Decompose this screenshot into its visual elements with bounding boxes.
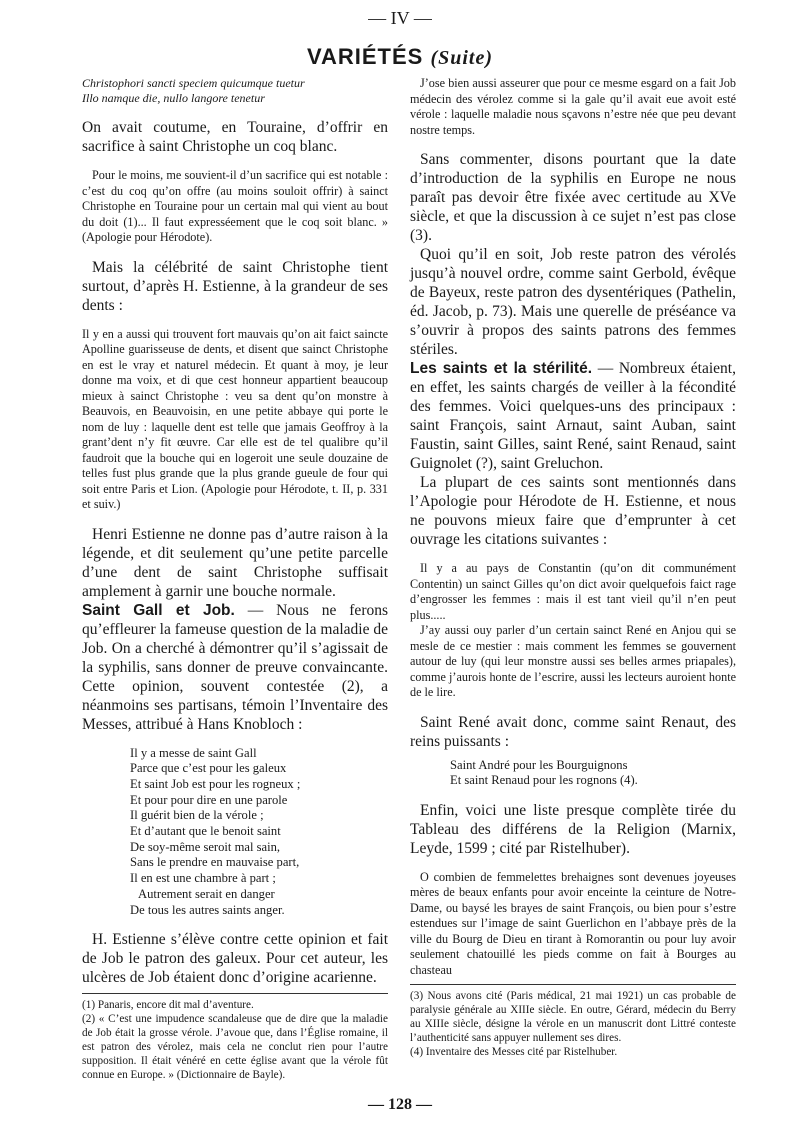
verse-line: De soy-même seroit mal sain, — [130, 839, 281, 854]
verse — [130, 746, 388, 919]
epigraph-line: Christophori sancti speciem quicumque tuetur — [82, 76, 305, 90]
page-roman-numeral: — IV — — [368, 8, 432, 28]
footnote: (1) Panaris, encore dit mal d’aventure. — [82, 999, 254, 1012]
paragraph: Enfin, voici une liste presque complète tirée du Tableau des différens de la Religion (Marnix, Leyde, 1599 ; cité par Ristelhuber). — [410, 801, 736, 857]
couplet — [450, 758, 736, 789]
section-paragraph — [410, 359, 736, 473]
quotation: J’ay aussi ouy parler d’un certain sainct René en Anjou qui se mesle de ce mestier : mais comment les femmes se gouvernent autour de luy (qui leur monstre aussi ses belles armes priapales), comme j’aurois honte de l’escrire, aussi les lecteurs auroient honte de le lire. — [410, 623, 736, 699]
paragraph: La plupart de ces saints sont mentionnés dans l’Apologie pour Hérodote de H. Estienne, et nous ne pouvons mieux faire que d’emprunter à cet ouvrage les citations suivantes : — [410, 474, 736, 548]
paragraph: Saint René avait donc, comme saint Renaut, des reins puissants : — [410, 713, 736, 750]
verse-line: Et saint Renaud pour les rognons (4). — [450, 773, 638, 788]
paragraph: Quoi qu’il en soit, Job reste patron des vérolés jusqu’à nouvel ordre, comme saint Gerbold, évêque de Bayeux, reste patron des dysentériques (Pathelin, éd. Jacob, p. 73). Mais une querelle de préséance va s’ouvrir à propos des saints patrons des femmes stériles. — [410, 246, 736, 358]
title-suffix: (Suite) — [430, 47, 494, 69]
footnote: (3) Nous avons cité (Paris médical, 21 mai 1921) un cas probable de paralysie générale au XIIIe siècle. En outre, Gérard, médecin du Berry au XIIIe siècle, désigne la vérole en un manuscrit dont Littré conteste l’authenticité sans appuyer nullement ses dires. — [410, 990, 736, 1045]
quotation: O combien de femmelettes brehaignes sont devenues joyeuses mères de beaux enfants pour avoir enceinte la ceinture de Notre-Dame, ou baysé les brayes de saint François, ou bien pour s’estre estendues sur l’image de saint Guerlichon en l’abbaye près de la ville du Bourg de Dieu en tirant à Romorantin ou pour luy avoir seulement chatouillé les pieds comme on fait à Bourges au chasteau — [410, 869, 736, 977]
verse-line: Il en est une chambre à part ; — [130, 871, 276, 886]
section-heading: Saint Gall et Job. — [82, 601, 235, 619]
page-title — [0, 44, 800, 70]
paragraph: Mais la célébrité de saint Christophe tient surtout, d’après H. Estienne, à la grandeur de ses dents : — [82, 258, 388, 314]
page-number: — 128 — — [368, 1096, 432, 1113]
paragraph: On avait coutume, en Touraine, d’offrir en sacrifice à saint Christophe un coq blanc. — [82, 119, 388, 155]
verse-line: Il y a messe de saint Gall — [130, 745, 257, 760]
verse-line: Autrement serait en danger — [138, 886, 275, 901]
quotation: Pour le moins, me souvient-il d’un sacrifice qui est notable : c’est du coq qu’on offre (au moins souloit offrir) à sainct Christophe en Touraine pour un certain mal qui vient au bout du doit (1)... Il faut expresséement que le coq soit blanc. » (Apologie pour Hérodote). — [82, 168, 388, 244]
footnote: (4) Inventaire des Messes cité par Ristelhuber. — [410, 1046, 618, 1059]
verse-line: Il guérit bien de la vérole ; — [130, 808, 264, 823]
paragraph: H. Estienne s’élève contre cette opinion et fait de Job le patron des galeux. Pour cet auteur, les ulcères de Job étaient donc d’origine acarienne. — [82, 931, 388, 987]
verse-line: Et pour pour dire en une parole — [130, 792, 288, 807]
verse-line: De tous les autres saints anger. — [130, 902, 285, 917]
verse-line: Sans le prendre en mauvaise part, — [130, 855, 300, 870]
verse-line: Saint André pour les Bourguignons — [450, 757, 628, 772]
section-paragraph — [82, 601, 388, 734]
quotation: Il y en a aussi qui trouvent fort mauvais qu’on ait faict saincte Apolline guarisseuse de dents, et disent que sainct Christophe en est le vray et naturel médecin. Et quant à moy, je leur donne ma voix, et di que cest honneur appartient beaucoup mieux à sainct Christophe : veu sa dent qu’on monstre à Beauvois, en Beauvoisin, en une petite abbaye qui porte le nom de luy : laquelle dent est telle que jamais Geoffroy à la grant’dent n’y fit œuvre. Car elle est de tel qualibre qu’il faudroit que la bouche qui en logeroit une seule douzaine de telles fust plus grande que la plus grande gueule de four qui soit entre Paris et Lion. (Apologie pour Hérodote, t. II, p. 331 et suiv.) — [82, 326, 388, 511]
verse-line: Et d’autant que le benoit saint — [130, 824, 281, 839]
epigraph-line: Illo namque die, nullo langore tenetur — [82, 91, 265, 105]
right-column — [410, 76, 736, 1059]
paragraph: Sans commenter, disons pourtant que la date d’introduction de la syphilis en Europe ne nous paraît pas devoir être fixée avec certitude au XVe siècle, et que la discussion à ce sujet n’est pas close (3). — [410, 151, 736, 244]
epigraph — [82, 76, 388, 106]
footnote-rule — [410, 984, 736, 985]
section-heading: Les saints et la stérilité. — [410, 360, 593, 377]
left-column — [82, 76, 388, 1082]
verse-line: Et saint Job est pour les rogneux ; — [130, 776, 301, 791]
section-text: — Nous ne ferons qu’effleurer la fameuse question de la maladie de Job. On a cherché à démontrer qu’il s’agissait de la syphilis, sans donner de preuve convaincante. Cette opinion, souvent contestée (2), a néanmoins ses partisans, témoin l’Inventaire des Messes, attribué à Hans Knobloch : — [82, 601, 389, 733]
quotation: Il y a au pays de Constantin (qu’on dit communément Contentin) un sainct Gilles qu’on dict avoir quelquefois faict rage d’engrosser les femmes : mais il est tant vieil qu’il n’en peut plus..... — [410, 561, 736, 622]
section-text: — Nombreux étaient, en effet, les saints chargés de veiller à la fécondité des femmes. Voici quelques-uns des principaux : saint François, saint Arnaut, saint Auban, saint Faustin, saint Gilles, saint René, saint Renaud, saint Guignolet (?), saint Greluchon. — [410, 360, 736, 472]
footnote-rule — [82, 993, 388, 994]
quotation: J’ose bien aussi asseurer que pour ce mesme esgard on a fait Job médecin des vérolez comme si la gale qu’il avait eue avoit esté vérole : laquelle maladie nous sçavons n’estre née que peu devant nostre temps. — [410, 76, 736, 137]
footnote: (2) « C’est une impudence scandaleuse que de dire que la maladie de Job était la grosse vérole. J’avoue que, dans l’Église romaine, il est patron des vérolez, mais cela ne conclut rien pour l’autre supposition. Il était vénéré en cette église avant que la vérole fût connue en Europe. » (Dictionnaire de Bayle). — [82, 1013, 388, 1082]
verse-line: Parce que c’est pour les galeux — [130, 761, 287, 776]
title-text: VARIÉTÉS — [306, 44, 424, 69]
paragraph: Henri Estienne ne donne pas d’autre raison à la légende, et dit seulement qu’une petite parcelle d’une dent de saint Christophe suffisait amplement à garnir une bouche normale. — [82, 525, 388, 600]
